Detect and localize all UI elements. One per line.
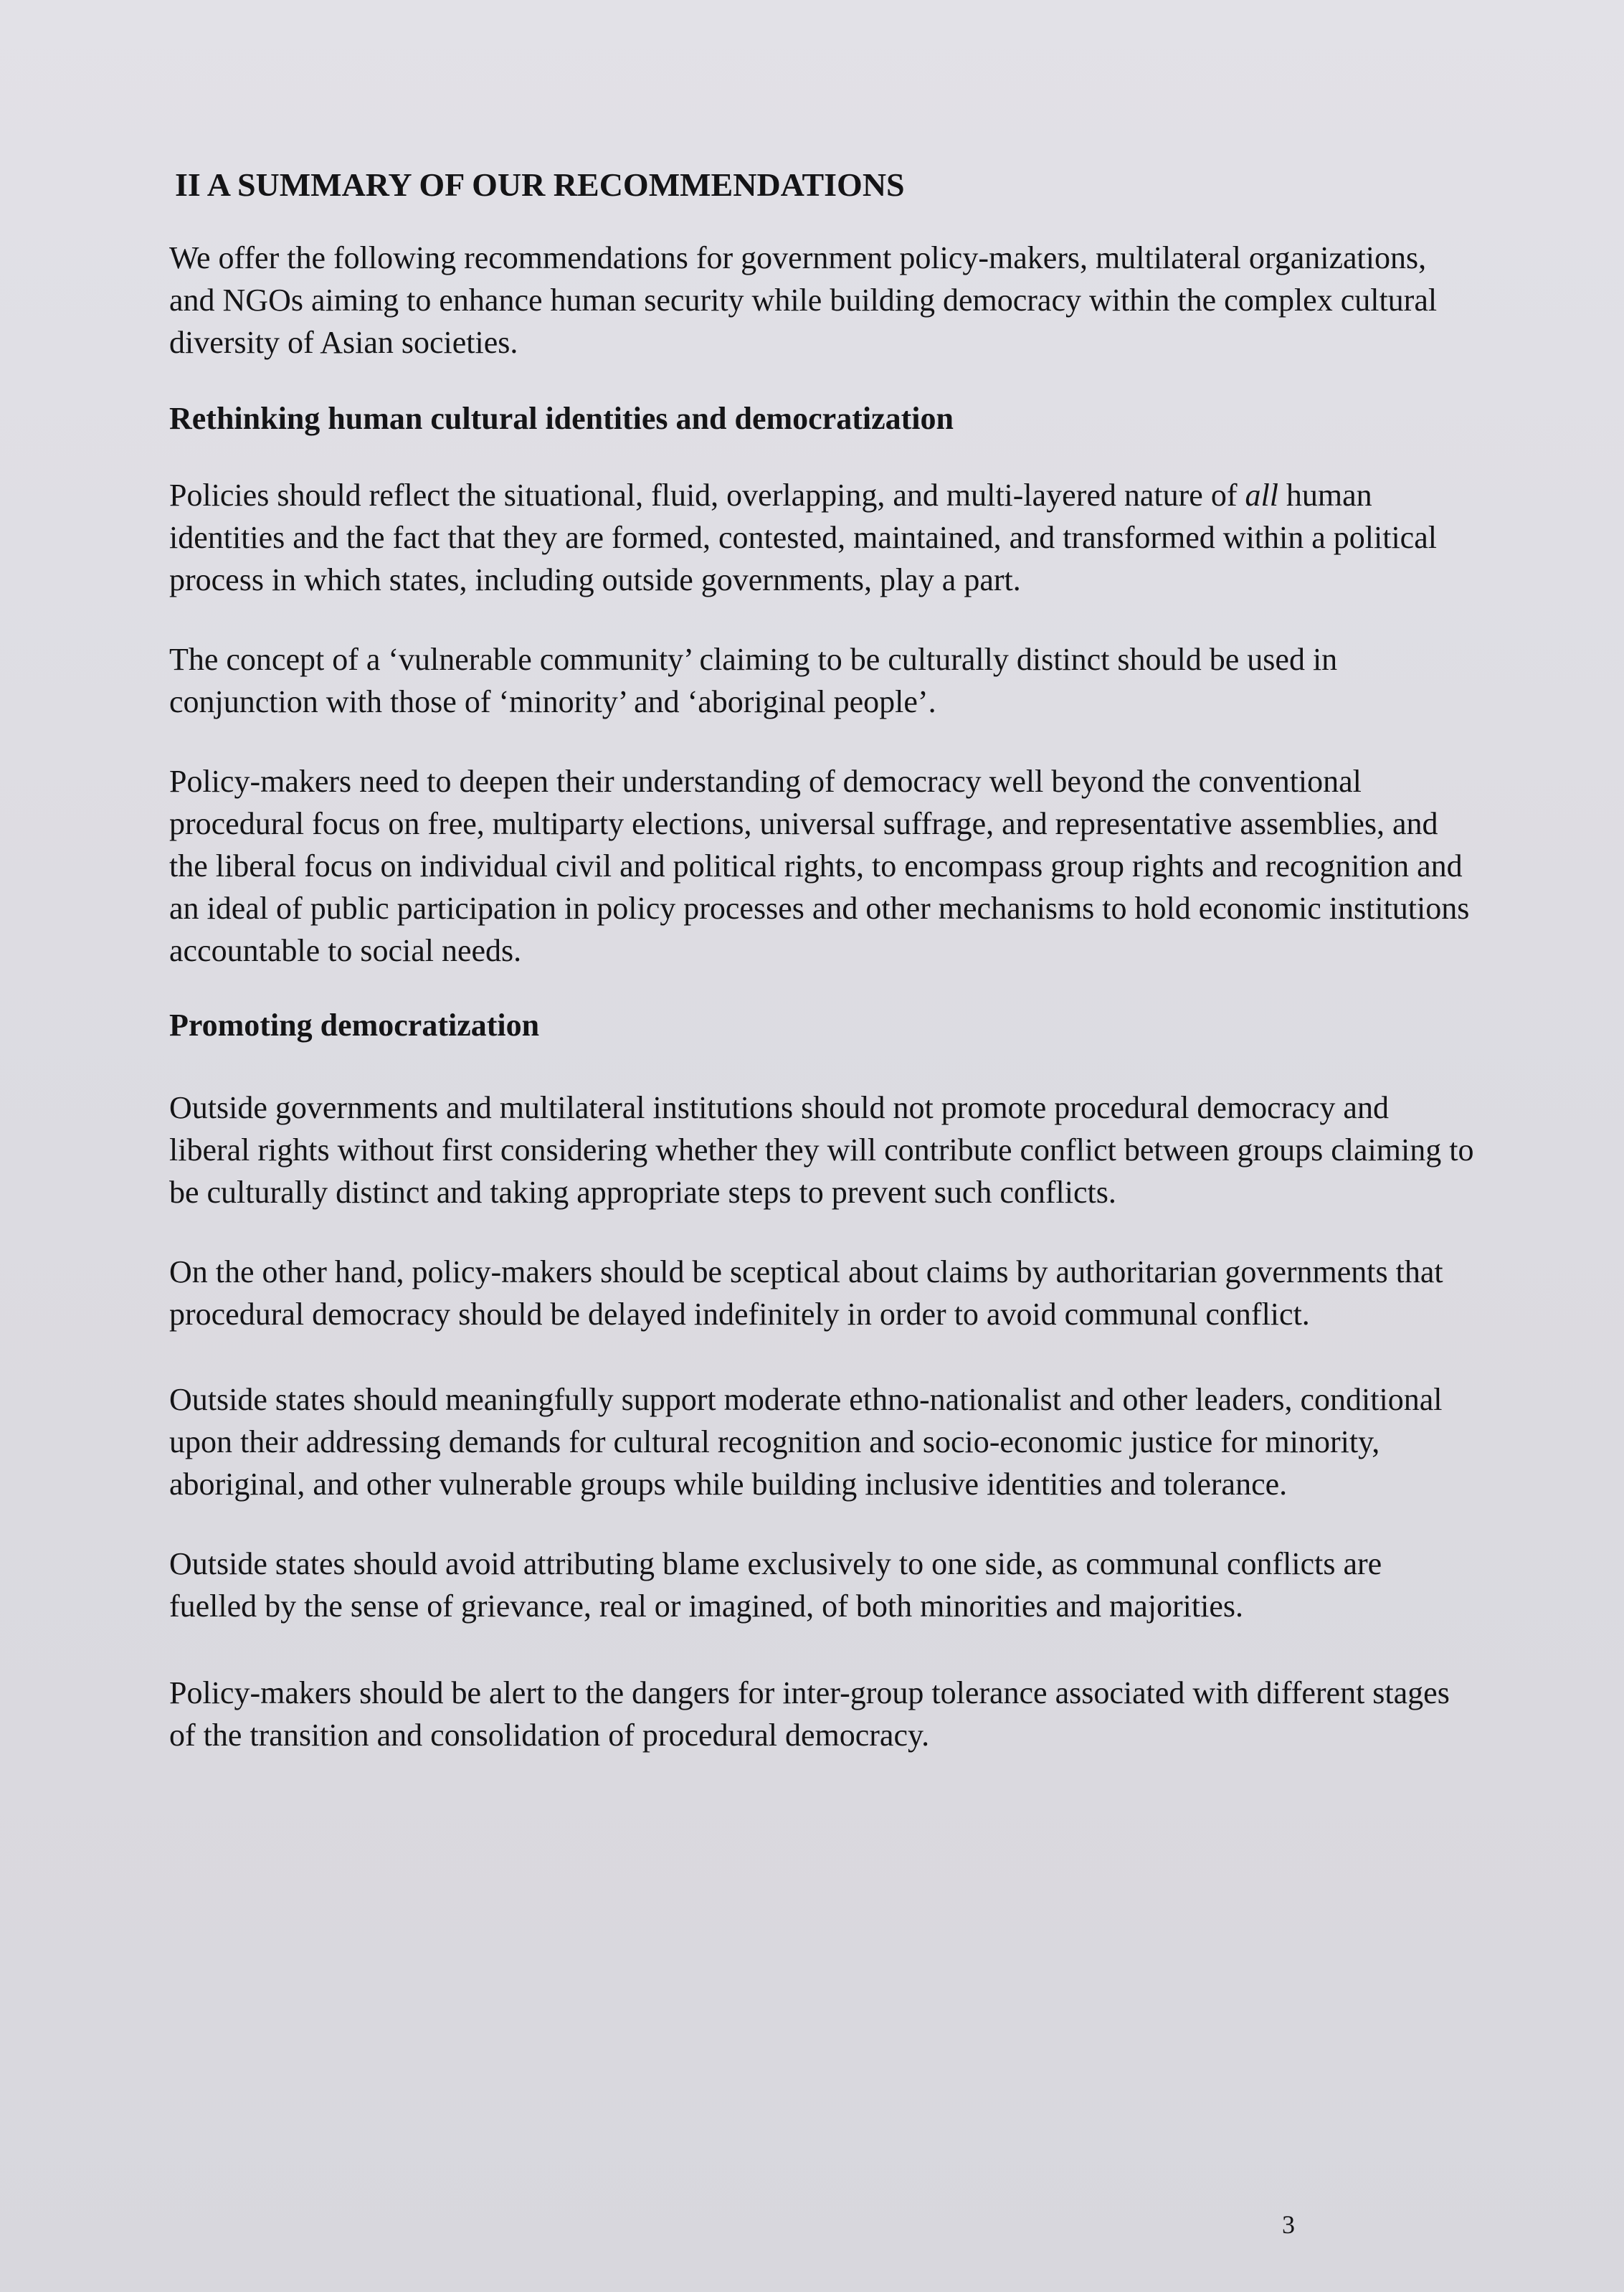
paragraph-support-leaders: Outside states should meaningfully support moderate ethno-nationalist and other leaders, conditional upon their addressing demands for cultural recognition and socio-economic justice for minority, aboriginal, and other vulnerable groups while building inclusive identities and tolerance. — [169, 1382, 1443, 1502]
paragraph-vulnerable-community: The concept of a ‘vulnerable community’ claiming to be culturally distinct should be used in conjunction with those of ‘minority’ and ‘aboriginal people’. — [169, 642, 1338, 719]
paragraph-identities-start: Policies should reflect the situational, fluid, overlapping, and multi-layered nature of — [169, 478, 1245, 513]
paragraph-deepen-democracy: Policy-makers need to deepen their understanding of democracy well beyond the conventional procedural focus on free, multiparty elections, universal suffrage, and representative assemblies, and the liberal focus on individual civil and political rights, to encompass group rights and recognition and an ideal of public participation in policy processes and other mechanisms to hold economic institutions accountable to social needs. — [169, 764, 1470, 968]
paragraph-identities — [169, 474, 1474, 601]
document-body — [169, 164, 1474, 1794]
paragraph-sceptical: On the other hand, policy-makers should be sceptical about claims by authoritarian governments that procedural democracy should be delayed indefinitely in order to avoid communal conflict. — [169, 1254, 1443, 1332]
paragraph-avoid-blame: Outside states should avoid attributing blame exclusively to one side, as communal conflicts are fuelled by the sense of grievance, real or imagined, of both minorities and majorities. — [169, 1546, 1382, 1624]
paragraph-procedural-democracy: Outside governments and multilateral institutions should not promote procedural democracy and liberal rights without first considering whether they will contribute conflict between groups claiming to be culturally distinct and taking appropriate steps to prevent such conflicts. — [169, 1090, 1474, 1210]
intro-paragraph: We offer the following recommendations for government policy-makers, multilateral organizations, and NGOs aiming to enhance human security while building democracy within the complex cultural diversity of Asian societies. — [169, 240, 1438, 360]
paragraph-identities-end: human identities and the fact that they are formed, contested, maintained, and transformed within a political process in which states, including outside governments, play a part. — [169, 478, 1437, 597]
section-title: II A SUMMARY OF OUR RECOMMENDATIONS — [175, 166, 905, 203]
page-number: 3 — [1282, 2210, 1295, 2239]
subsection-heading-rethinking: Rethinking human cultural identities and democratization — [169, 401, 954, 436]
emphasis-all: all — [1245, 478, 1278, 513]
subsection-heading-promoting: Promoting democratization — [169, 1008, 540, 1043]
paragraph-alert-dangers: Policy-makers should be alert to the dangers for inter-group tolerance associated with different stages of the transition and consolidation of procedural democracy. — [169, 1675, 1450, 1753]
